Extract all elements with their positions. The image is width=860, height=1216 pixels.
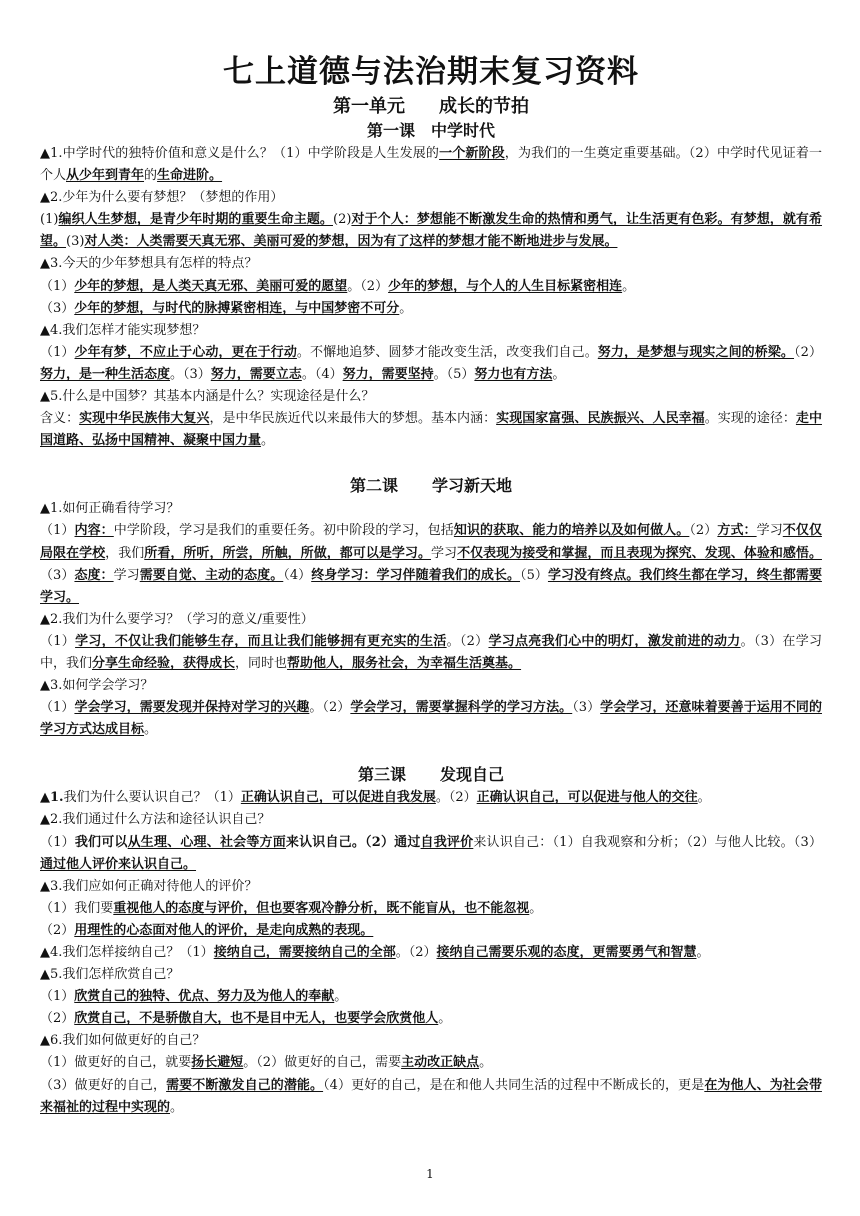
unit-label: 第一单元 xyxy=(333,96,405,117)
section-gap xyxy=(40,741,822,763)
l3-question-1: ▲1.我们为什么要认识自己？（1）正确认识自己，可以促进自我发展。（2）正确认识自己，可以促进与他人的交往。 xyxy=(40,790,711,806)
page-number: 1 xyxy=(426,1167,434,1181)
l1-answer-4: （1）少年有梦，不应止于心动，更在于行动。不懈地追梦、圆梦才能改变生活，改变我们自己。努力，是梦想与现实之间的桥梁。（2）努力，是一种生活态度。（3）努力，需要立志。（4）努力，需要坚持。（5）努力也有方法。 xyxy=(40,344,822,382)
lesson-label: 第二课 xyxy=(349,476,398,496)
l3-answer-5b: （2）欣赏自己，不是骄傲自大，也不是目中无人，也要学会欣赏他人。 xyxy=(40,1011,452,1027)
l3-question-5: ▲5.我们怎样欣赏自己？ xyxy=(40,967,180,983)
lesson-2-heading xyxy=(40,474,822,498)
l3-answer-6b: （3）做更好的自己，需要不断激发自己的潜能。（4）更好的自己，是在和他人共同生活的过程中不断成长的，更是在为他人、为社会带来福祉的过程中实现的。 xyxy=(40,1077,822,1115)
lesson-1-heading xyxy=(40,119,822,143)
l1-answer-5: 含义：实现中华民族伟大复兴，是中华民族近代以来最伟大的梦想。基本内涵：实现国家富强、民族振兴、人民幸福。实现的途径：走中国道路、弘扬中国精神、凝聚中国力量。 xyxy=(40,411,822,449)
l2-answer-2: （1）学习，不仅让我们能够生存，而且让我们能够拥有更充实的生活。（2）学习点亮我们心中的明灯，激发前进的动力。（3）在学习中，我们分享生命经验，获得成长，同时也帮助他人，服务社会，为幸福生活奠基。 xyxy=(40,633,822,671)
l3-answer-3b: （2）用理性的心态面对他人的评价，是走向成熟的表现。 xyxy=(40,922,374,938)
lesson-3-heading xyxy=(40,763,822,787)
l1-question-3: ▲3.今天的少年梦想具有怎样的特点？ xyxy=(40,256,258,272)
l3-question-3: ▲3.我们应如何正确对待他人的评价？ xyxy=(40,878,258,894)
lesson-name: 发现自己 xyxy=(440,765,505,785)
l2-question-1: ▲1.如何正确看待学习？ xyxy=(40,501,180,517)
l1-answer-2: (1)编织人生梦想，是青少年时期的重要生命主题。(2)对于个人：梦想能不断激发生命的热情和勇气，让生活更有色彩。有梦想，就有希望。(3)对人类：人类需要天真无邪、美丽可爱的梦想，因为有了这样的梦想才能不断地进步与发展。 xyxy=(40,212,822,250)
lesson-label: 第一课 xyxy=(366,121,415,140)
l3-answer-3a: （1）我们要重视他人的态度与评价，但也要客观冷静分析，既不能盲从，也不能忽视。 xyxy=(40,900,543,916)
section-gap xyxy=(40,452,822,474)
l3-question-2: ▲2.我们通过什么方法和途径认识自己？ xyxy=(40,812,271,828)
l3-answer-5a: （1）欣赏自己的独特、优点、努力及为他人的奉献。 xyxy=(40,989,348,1005)
l3-question-6: ▲6.我们如何做更好的自己？ xyxy=(40,1033,206,1049)
l2-question-2: ▲2.我们为什么要学习？（学习的意义/重要性） xyxy=(40,611,314,627)
l1-question-5: ▲5.什么是中国梦？其基本内涵是什么？实现途径是什么？ xyxy=(40,389,375,405)
l2-answer-1: （1）内容：中学阶段，学习是我们的重要任务。初中阶段的学习，包括知识的获取、能力的培养以及如何做人。（2）方式：学习不仅仅局限在学校，我们所看，所听，所尝，所触，所做，都可以是学习。学习不仅表现为接受和掌握，而且表现为探究、发现、体验和感悟。（3）态度：学习需要自觉、主动的态度。（4）终身学习：学习伴随着我们的成长。（5）学习没有终点。我们终生都在学习，终生都需要学习。 xyxy=(40,523,822,605)
lesson-label: 第三课 xyxy=(357,765,406,785)
l3-question-4: ▲4.我们怎样接纳自己？（1）接纳自己，需要接纳自己的全部。（2）接纳自己需要乐观的态度，更需要勇气和智慧。 xyxy=(40,945,710,960)
l1-answer-3a: （1）少年的梦想，是人类天真无邪、美丽可爱的愿望。（2）少年的梦想，与个人的人生目标紧密相连。 xyxy=(40,278,636,294)
l3-answer-2: （1）我们可以从生理、心理、社会等方面来认识自己。（2）通过自我评价来认识自己：（1）自我观察和分析；（2）与他人比较。（3）通过他人评价来认识自己。 xyxy=(40,834,822,872)
l2-question-3: ▲3.如何学会学习？ xyxy=(40,678,154,694)
unit-heading xyxy=(40,95,822,119)
document-title: 七上道德与法治期末复习资料 xyxy=(223,54,639,90)
l1-question-2: ▲2.少年为什么要有梦想？（梦想的作用） xyxy=(40,190,284,206)
l3-answer-6a: （1）做更好的自己，就要扬长避短。（2）做更好的自己，需要主动改正缺点。 xyxy=(40,1055,493,1071)
l1-question-4: ▲4.我们怎样才能实现梦想？ xyxy=(40,322,206,338)
l1-question-1: ▲1.中学时代的独特价值和意义是什么？（1）中学阶段是人生发展的一个新阶段，为我们的一生奠定重要基础。（2）中学时代见证着一个人从少年到青年的生命进阶。 xyxy=(40,146,822,184)
lesson-name: 中学时代 xyxy=(431,121,496,140)
unit-name: 成长的节拍 xyxy=(439,96,529,117)
lesson-name: 学习新天地 xyxy=(432,476,513,496)
l2-answer-3: （1）学会学习，需要发现并保持对学习的兴趣。（2）学会学习，需要掌握科学的学习方法。（3）学会学习，还意味着要善于运用不同的学习方式达成目标。 xyxy=(40,700,822,738)
document-page xyxy=(40,52,822,1119)
l1-answer-3b: （3）少年的梦想，与时代的脉搏紧密相连，与中国梦密不可分。 xyxy=(40,300,413,316)
